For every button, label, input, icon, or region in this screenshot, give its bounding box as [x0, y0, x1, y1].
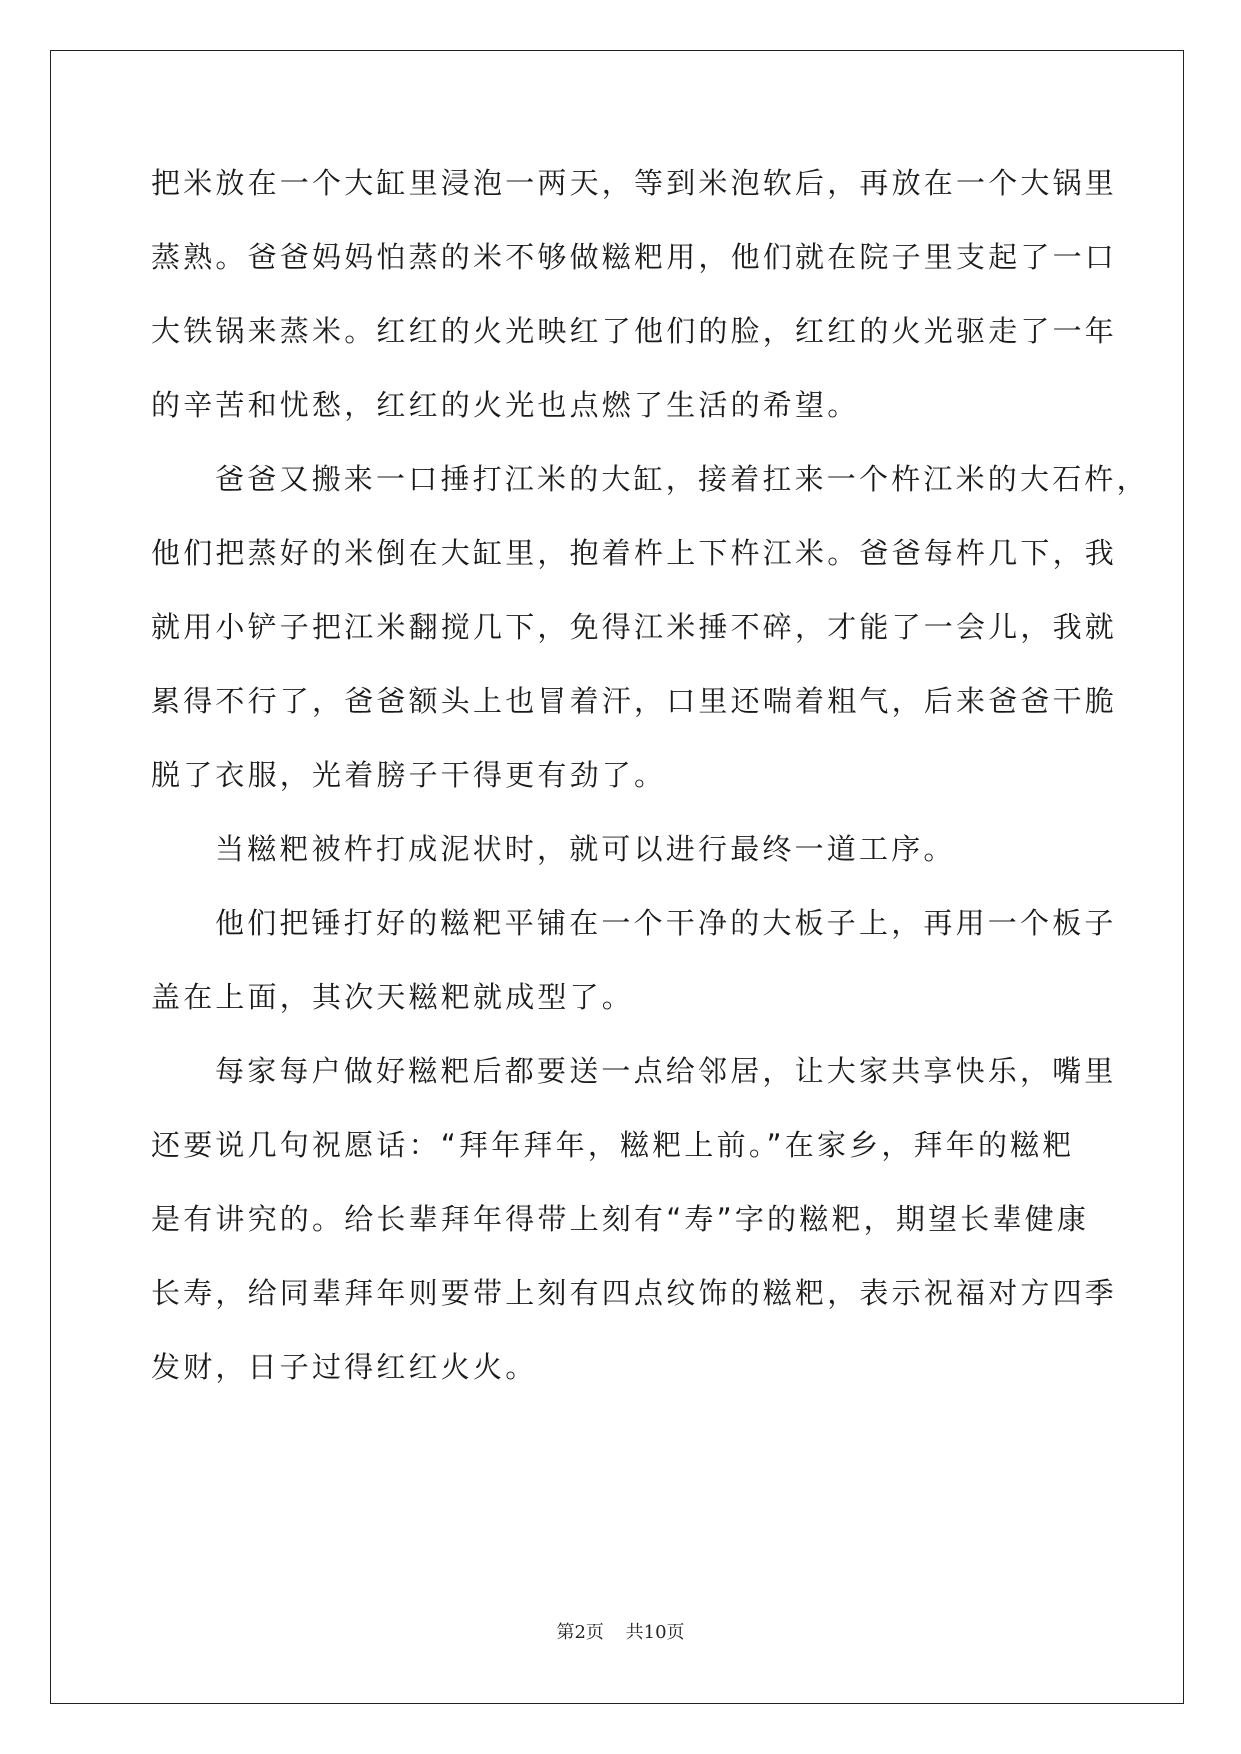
- page-number: 第2页: [556, 1622, 604, 1643]
- paragraph-start-line: 他们把锤打好的糍粑平铺在一个干净的大板子上，再用一个板子: [215, 906, 1117, 940]
- text-line: 脱了衣服，光着膀子干得更有劲了。: [151, 758, 667, 792]
- text-line: 蒸熟。爸爸妈妈怕蒸的米不够做糍粑用，他们就在院子里支起了一口: [151, 240, 1118, 274]
- text-line: 累得不行了，爸爸额头上也冒着汗，口里还喘着粗气，后来爸爸干脆: [151, 684, 1118, 718]
- text-line: 长寿，给同辈拜年则要带上刻有四点纹饰的糍粑，表示祝福对方四季: [151, 1276, 1118, 1310]
- page-footer: [0, 1618, 1241, 1644]
- paragraph-start-line: 爸爸又搬来一口捶打江米的大缸，接着扛来一个杵江米的大石杵，: [215, 462, 1149, 496]
- text-line: 的辛苦和忧愁，红红的火光也点燃了生活的希望。: [151, 388, 860, 422]
- paragraph-start-line: 当糍粑被杵打成泥状时，就可以进行最终一道工序。: [215, 832, 956, 866]
- text-line: 他们把蒸好的米倒在大缸里，抱着杵上下杵江米。爸爸每杵几下，我: [151, 536, 1118, 570]
- text-line: 发财，日子过得红红火火。: [151, 1350, 538, 1384]
- text-line: 把米放在一个大缸里浸泡一两天，等到米泡软后，再放在一个大锅里: [151, 166, 1118, 200]
- paragraph-start-line: 每家每户做好糍粑后都要送一点给邻居，让大家共享快乐，嘴里: [215, 1054, 1117, 1088]
- page-total: 共10页: [625, 1622, 685, 1643]
- text-line: 是有讲究的。给长辈拜年得带上刻有“寿”字的糍粑，期望长辈健康: [151, 1202, 1090, 1236]
- page-border: [50, 50, 1184, 1704]
- text-line: 还要说几句祝愿话：“拜年拜年，糍粑上前。”在家乡，拜年的糍粑: [151, 1128, 1075, 1162]
- text-line: 就用小铲子把江米翻搅几下，免得江米捶不碎，才能了一会儿，我就: [151, 610, 1118, 644]
- text-line: 盖在上面，其次天糍粑就成型了。: [151, 980, 635, 1014]
- text-line: 大铁锅来蒸米。红红的火光映红了他们的脸，红红的火光驱走了一年: [151, 314, 1118, 348]
